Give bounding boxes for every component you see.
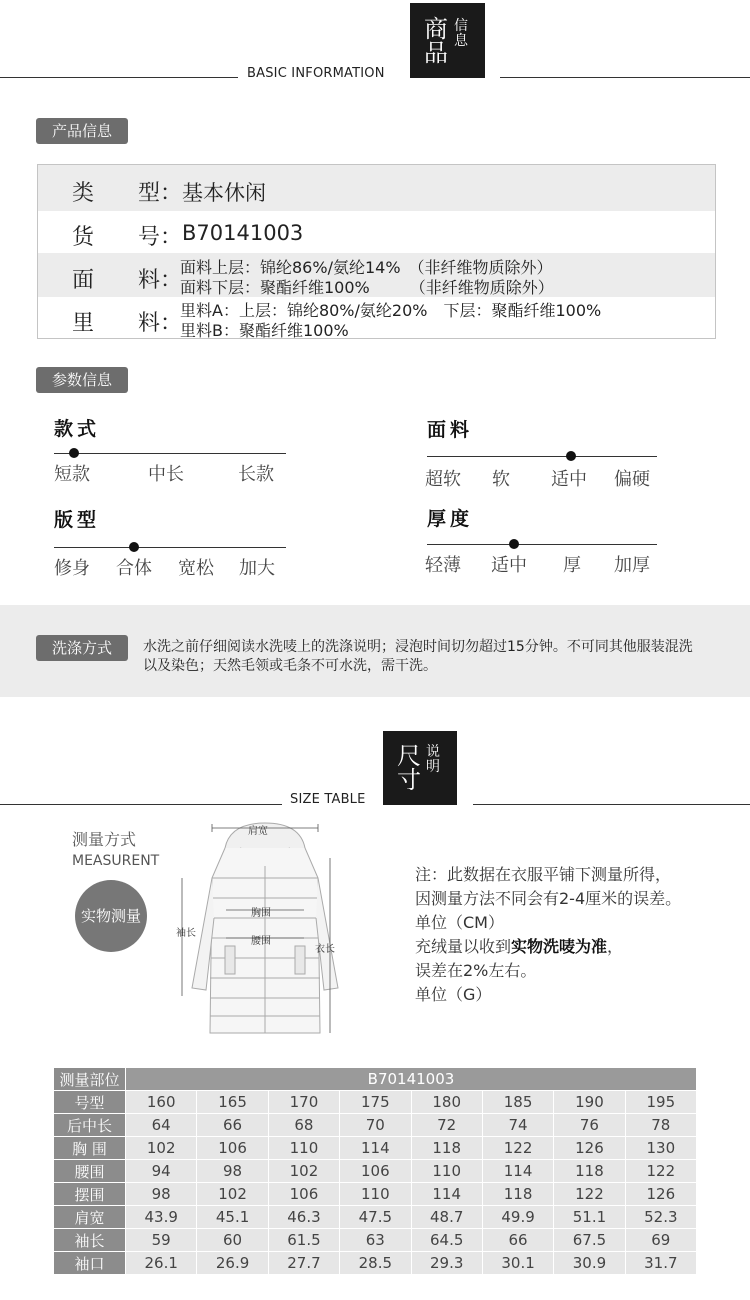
size-table-row: [54, 1229, 697, 1252]
measure-label-cn: 测量方式: [72, 830, 137, 849]
size-cell: 66: [197, 1114, 268, 1137]
size-cell: 102: [197, 1183, 268, 1206]
wash-tag: 洗涤方式: [36, 635, 128, 661]
size-cell: 68: [268, 1114, 339, 1137]
size-cell: 51.1: [554, 1206, 625, 1229]
size-notes: [415, 863, 681, 1007]
header-rule-left: [0, 77, 238, 78]
sku-value: B70141003: [182, 221, 304, 245]
note-fill-prefix: 充绒量以收到: [415, 937, 512, 956]
thickness-option: 厚: [563, 555, 581, 576]
param-style-title: 款式: [54, 418, 101, 440]
size-cell: 28.5: [340, 1252, 411, 1275]
size-table-header-label: 测量部位: [54, 1068, 126, 1091]
size-table-row: [54, 1252, 697, 1275]
fabric-option: 偏硬: [614, 469, 650, 490]
size-cell: 26.1: [126, 1252, 197, 1275]
info-row-sku: [38, 211, 715, 253]
size-row-label: 袖长: [54, 1229, 126, 1252]
size-cell: 195: [625, 1091, 696, 1114]
size-cell: 114: [340, 1137, 411, 1160]
param-thickness-title: 厚度: [427, 508, 474, 530]
wash-instructions: 水洗之前仔细阅读水洗唛上的洗涤说明；浸泡时间切勿超过15分钟。不可同其他服装混洗以及染色；天然毛领或毛条不可水洗，需干洗。: [143, 639, 693, 674]
size-row-label: 号型: [54, 1091, 126, 1114]
note-line: 注：此数据在衣服平铺下测量所得，: [415, 865, 672, 884]
section-subtitle-basic: BASIC INFORMATION: [247, 66, 385, 81]
thickness-option: 加厚: [614, 555, 650, 576]
fabric-option: 适中: [551, 469, 587, 490]
size-cell: 122: [554, 1183, 625, 1206]
size-cell: 190: [554, 1091, 625, 1114]
size-cell: 126: [554, 1137, 625, 1160]
diagram-label-chest: 胸围: [251, 908, 271, 919]
size-cell: 63: [340, 1229, 411, 1252]
fabric-line-1: 面料上层：锦纶86%/氨纶14% （非纤维物质除外）: [180, 258, 553, 277]
coat-diagram: [170, 818, 360, 1043]
size-cell: 102: [126, 1137, 197, 1160]
size-cell: 26.9: [197, 1252, 268, 1275]
fabric-label: 面 料：: [72, 268, 183, 293]
style-option: 中长: [148, 464, 184, 485]
section2-title-small: 说明: [426, 744, 440, 775]
size-cell: 122: [625, 1160, 696, 1183]
style-option: 长款: [238, 464, 274, 485]
size-cell: 72: [411, 1114, 482, 1137]
thickness-option: 轻薄: [425, 555, 461, 576]
size-cell: 67.5: [554, 1229, 625, 1252]
section-title-box: [410, 3, 485, 78]
size-cell: 30.1: [482, 1252, 553, 1275]
size-table-row: [54, 1160, 697, 1183]
size-cell: 122: [482, 1137, 553, 1160]
lining-line-1: 里料A：上层：锦纶80%/氨纶20% 下层：聚酯纤维100%: [180, 301, 602, 320]
info-row-lining: [38, 297, 715, 338]
size-cell: 48.7: [411, 1206, 482, 1229]
diagram-label-length: 衣长: [315, 944, 335, 955]
size-cell: 76: [554, 1114, 625, 1137]
size-row-label: 胸 围: [54, 1137, 126, 1160]
style-scale-marker: [69, 448, 79, 458]
size-cell: 98: [126, 1183, 197, 1206]
size-cell: 29.3: [411, 1252, 482, 1275]
thickness-scale-marker: [509, 539, 519, 549]
fabric-scale-marker: [566, 451, 576, 461]
diagram-label-waist: 腰围: [251, 936, 271, 947]
size-cell: 60: [197, 1229, 268, 1252]
section2-title-big: 尺寸: [397, 742, 421, 794]
size-row-label: 摆围: [54, 1183, 126, 1206]
type-value: 基本休闲: [182, 181, 266, 205]
sku-label: 货 号：: [72, 225, 183, 250]
size-cell: 52.3: [625, 1206, 696, 1229]
measure-label-en: MEASURENT: [72, 853, 160, 869]
size-cell: 94: [126, 1160, 197, 1183]
size-cell: 43.9: [126, 1206, 197, 1229]
section-title-small: 信息: [454, 18, 468, 49]
size-cell: 102: [268, 1160, 339, 1183]
thickness-scale-line: [427, 544, 657, 545]
size-table-row: [54, 1206, 697, 1229]
size-cell: 110: [340, 1183, 411, 1206]
size-cell: 160: [126, 1091, 197, 1114]
note-fill-bold: 实物洗唛为准: [511, 937, 608, 956]
diagram-label-sleeve: 袖长: [176, 928, 196, 939]
size-row-label: 后中长: [54, 1114, 126, 1137]
note-line-fill: [415, 935, 681, 959]
info-row-fabric: [38, 253, 715, 297]
size-cell: 106: [197, 1137, 268, 1160]
size-cell: 27.7: [268, 1252, 339, 1275]
size-cell: 118: [482, 1183, 553, 1206]
lining-label: 里 料：: [72, 311, 183, 336]
type-label: 类 型：: [72, 181, 183, 206]
size-cell: 106: [268, 1183, 339, 1206]
size-cell: 47.5: [340, 1206, 411, 1229]
size-cell: 130: [625, 1137, 696, 1160]
fabric-option: 超软: [425, 469, 461, 490]
header2-rule-left: [0, 804, 282, 805]
fabric-line-2: 面料下层：聚酯纤维100% （非纤维物质除外）: [180, 278, 554, 297]
size-cell: 114: [482, 1160, 553, 1183]
fit-option: 加大: [239, 558, 275, 579]
style-scale-line: [54, 453, 286, 454]
fit-scale-line: [54, 547, 286, 548]
size-cell: 118: [411, 1137, 482, 1160]
size-cell: 78: [625, 1114, 696, 1137]
size-table-row: [54, 1114, 697, 1137]
note-line: 误差在2%左右。: [415, 961, 537, 980]
lining-line-2: 里料B：聚酯纤维100%: [180, 321, 349, 340]
style-option: 短款: [54, 464, 90, 485]
product-info-tag: 产品信息: [36, 118, 128, 144]
size-cell: 114: [411, 1183, 482, 1206]
size-cell: 49.9: [482, 1206, 553, 1229]
fit-option: 合体: [116, 558, 152, 579]
size-cell: 31.7: [625, 1252, 696, 1275]
header2-rule-right: [473, 804, 750, 805]
header-rule-right: [500, 77, 750, 78]
size-row-label: 腰围: [54, 1160, 126, 1183]
size-row-label: 肩宽: [54, 1206, 126, 1229]
size-cell: 126: [625, 1183, 696, 1206]
size-cell: 45.1: [197, 1206, 268, 1229]
size-cell: 98: [197, 1160, 268, 1183]
note-line: 因测量方法不同会有2-4厘米的误差。: [415, 889, 682, 908]
section-subtitle-size: SIZE TABLE: [290, 792, 366, 807]
size-cell: 30.9: [554, 1252, 625, 1275]
note-line: 单位（G）: [415, 985, 492, 1004]
info-row-type: [38, 165, 715, 211]
thickness-option: 适中: [491, 555, 527, 576]
size-cell: 170: [268, 1091, 339, 1114]
note-fill-suffix: ，: [607, 937, 624, 956]
section2-title-box: [383, 731, 457, 805]
product-info-table: [37, 164, 716, 339]
param-fabric-title: 面料: [427, 419, 474, 441]
size-table-row: [54, 1183, 697, 1206]
diagram-label-shoulder: 肩宽: [248, 826, 268, 837]
size-cell: 46.3: [268, 1206, 339, 1229]
size-cell: 61.5: [268, 1229, 339, 1252]
size-cell: 70: [340, 1114, 411, 1137]
param-fit-title: 版型: [54, 509, 101, 531]
fit-option: 宽松: [178, 558, 214, 579]
size-cell: 185: [482, 1091, 553, 1114]
fabric-scale-line: [427, 456, 657, 457]
size-cell: 64.5: [411, 1229, 482, 1252]
size-cell: 180: [411, 1091, 482, 1114]
size-table-row: [54, 1091, 697, 1114]
section-title-big: 商品: [424, 15, 448, 67]
size-table: [53, 1067, 697, 1275]
size-table-style-code: B70141003: [126, 1068, 697, 1091]
fit-option: 修身: [54, 558, 90, 579]
size-cell: 59: [126, 1229, 197, 1252]
param-info-tag: 参数信息: [36, 367, 128, 393]
size-cell: 175: [340, 1091, 411, 1114]
size-cell: 118: [554, 1160, 625, 1183]
size-cell: 64: [126, 1114, 197, 1137]
fabric-option: 软: [492, 469, 510, 490]
size-cell: 165: [197, 1091, 268, 1114]
size-cell: 74: [482, 1114, 553, 1137]
size-cell: 110: [268, 1137, 339, 1160]
size-table-header-row: [54, 1068, 697, 1091]
fit-scale-marker: [129, 542, 139, 552]
size-cell: 106: [340, 1160, 411, 1183]
size-row-label: 袖口: [54, 1252, 126, 1275]
note-line: 单位（CM）: [415, 913, 504, 932]
size-cell: 110: [411, 1160, 482, 1183]
size-cell: 69: [625, 1229, 696, 1252]
measure-circle: 实物测量: [75, 880, 147, 952]
size-cell: 66: [482, 1229, 553, 1252]
size-table-row: [54, 1137, 697, 1160]
